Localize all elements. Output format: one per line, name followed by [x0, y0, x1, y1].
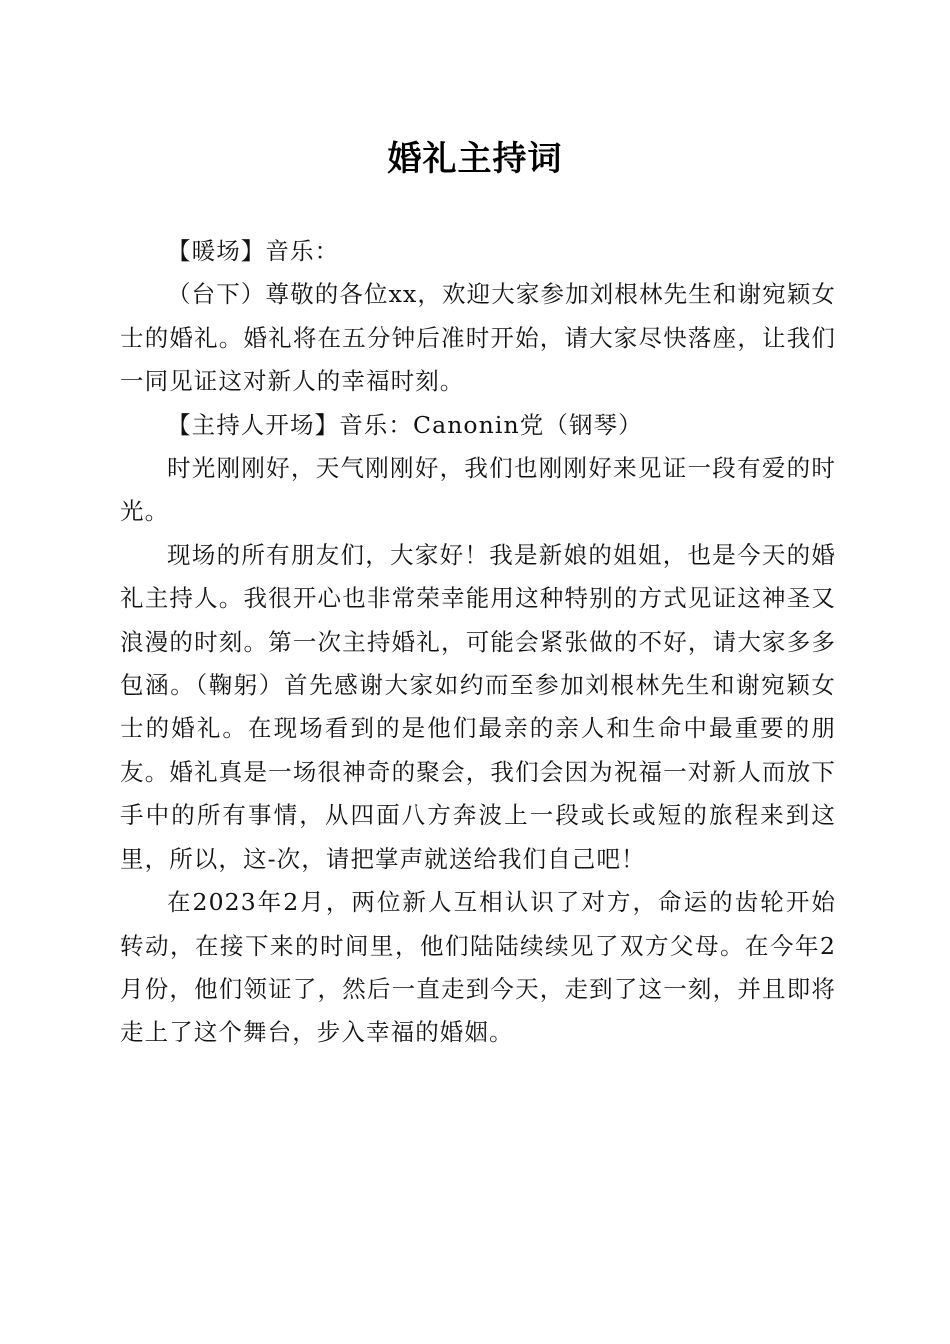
- document-title: 婚礼主持词: [387, 139, 563, 179]
- paragraph-welcome: （台下）尊敬的各位xx，欢迎大家参加刘根林先生和谢宛颖女士的婚礼。婚礼将在五分钟后准时开始，请大家尽快落座，让我们一同见证这对新人的幸福时刻。: [120, 280, 836, 396]
- paragraph-host-opening: 【主持人开场】音乐：Canonin党（钢琴）: [167, 410, 643, 439]
- paragraph-warmup: 【暖场】音乐：: [167, 237, 340, 265]
- paragraph-time: 时光刚刚好，天气刚刚好，我们也刚刚好来见证一段有爱的时光。: [120, 454, 836, 526]
- paragraph-story: 在2023年2月，两位新人互相认识了对方，命运的齿轮开始转动，在接下来的时间里，他们陆陆续续见了双方父母。在今年2月份，他们领证了，然后一直走到今天，走到了这一刻，并且即将走上了这个舞台，步入幸福的婚姻。: [120, 888, 836, 1047]
- document-body: [120, 230, 836, 1055]
- paragraph-greeting: 现场的所有朋友们，大家好！我是新娘的姐姐，也是今天的婚礼主持人。我很开心也非常荣幸能用这种特别的方式见证这神圣又浪漫的时刻。第一次主持婚礼，可能会紧张做的不好，请大家多多包涵。（鞠躬）首先感谢大家如约而至参加刘根林先生和谢宛颖女士的婚礼。在现场看到的是他们最亲的亲人和生命中最重要的朋友。婚礼真是一场很神奇的聚会，我们会因为祝福一对新人而放下手中的所有事情，从四面八方奔波上一段或长或短的旅程来到这里，所以，这-次，请把掌声就送给我们自己吧！: [120, 540, 836, 873]
